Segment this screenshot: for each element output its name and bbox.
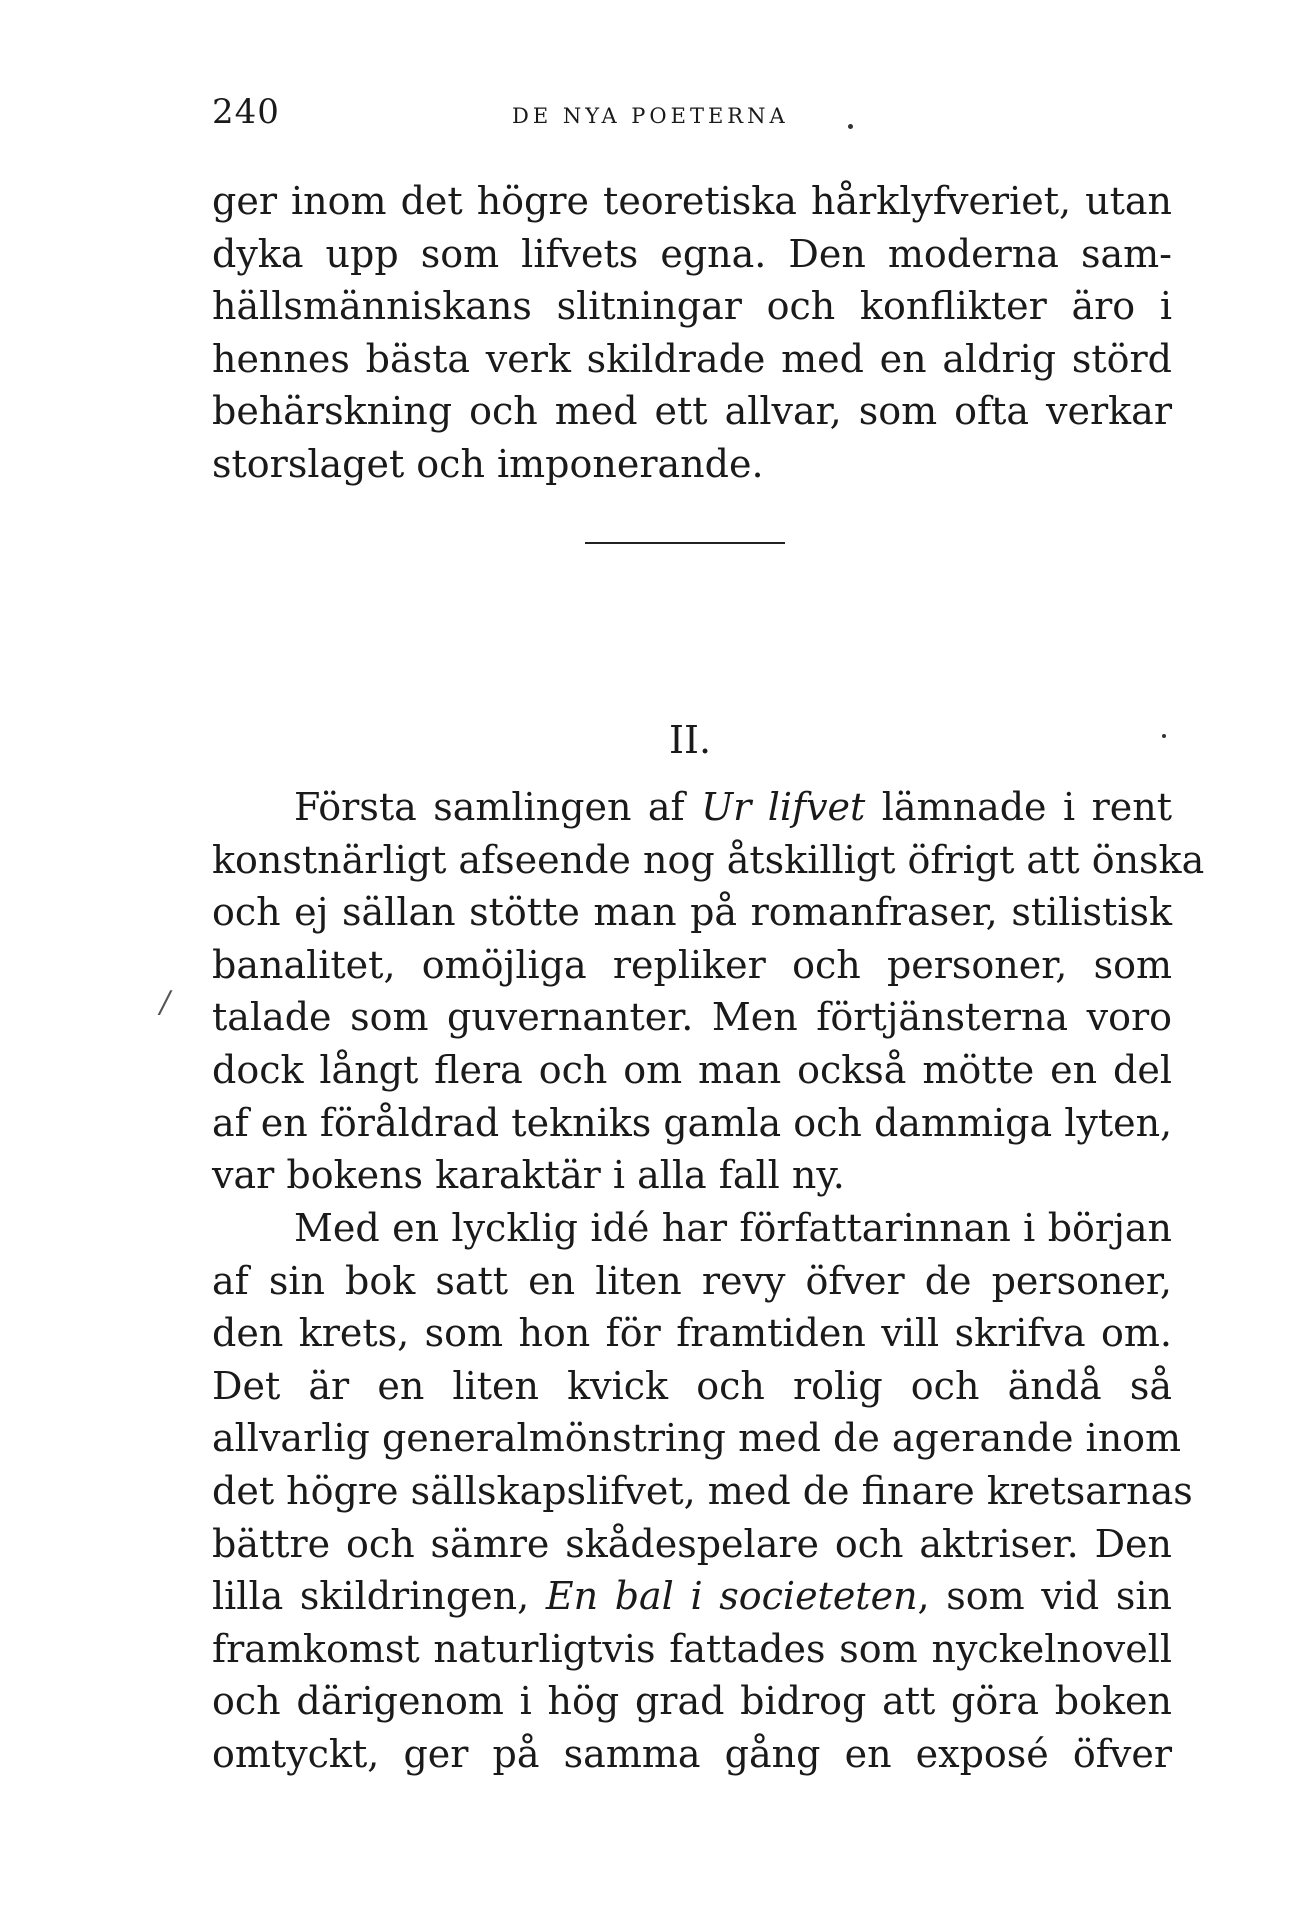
text-line: storslaget och imponerande.	[212, 441, 764, 486]
stray-ink-dot	[1162, 734, 1166, 738]
text-line: konstnärligt afseende nog åtskilligt öfrigt att önska	[212, 837, 1205, 882]
text-line: Med en lycklig idé har författarinnan i början	[294, 1206, 1172, 1250]
text-line: allvarlig generalmönstring med de agerande inom	[212, 1416, 1182, 1461]
story-title: En bal i societeten	[545, 1574, 918, 1619]
text-line: af sin bok satt en liten revy öfver de personer,	[212, 1258, 1172, 1303]
text-span: , som vid sin	[917, 1574, 1173, 1619]
text-line: och därigenom i hög grad bidrog att göra boken	[212, 1679, 1172, 1724]
paragraph-2	[212, 781, 1205, 1202]
text-line: dyka upp som lifvets egna. Den moderna sam-	[212, 231, 1172, 276]
text-line: bättre och sämre skådespelare och aktriser. Den	[212, 1521, 1172, 1566]
text-line: hällsmänniskans slitningar och konflikter äro i	[212, 284, 1172, 329]
running-head	[212, 92, 1172, 132]
text-line: hennes bästa verk skildrade med en aldrig störd	[212, 336, 1172, 381]
text-line: och ej sällan stötte man på romanfraser, stilistisk	[212, 890, 1172, 935]
text-line: af en föråldrad tekniks gamla och dammiga lyten,	[212, 1100, 1173, 1145]
text-line: framkomst naturligtvis fattades som nyckelnovell	[212, 1626, 1172, 1671]
text-line: dock långt flera och om man också mötte en del	[212, 1047, 1172, 1092]
margin-pencil-mark: /	[160, 985, 171, 1020]
section-number-text: II.	[668, 718, 712, 762]
text-line: var bokens karaktär i alla fall ny.	[212, 1153, 845, 1198]
text-line: den krets, som hon för framtiden vill skrifva om.	[212, 1311, 1172, 1356]
paragraph-3	[212, 1202, 1193, 1781]
text-span: lämnade i rent	[865, 785, 1172, 829]
text-line: ger inom det högre teoretiska hårklyfveriet, utan	[212, 179, 1172, 223]
running-title: DE NYA POETERNA	[512, 104, 789, 128]
text-line: behärskning och med ett allvar, som ofta verkar	[212, 389, 1172, 434]
text-line	[212, 781, 1172, 834]
text-line	[212, 1570, 1172, 1623]
page-number: 240	[212, 92, 280, 132]
text-line: talade som guvernanter. Men förtjänsterna voro	[212, 995, 1172, 1040]
text-line: det högre sällskapslifvet, med de finare kretsarnas	[212, 1468, 1193, 1513]
text-span: Första samlingen af	[294, 785, 702, 829]
text-line: Det är en liten kvick och rolig och ändå så	[212, 1363, 1172, 1408]
paragraph-1	[212, 175, 1172, 491]
text-line: banalitet, omöjliga repliker och personer, som	[212, 942, 1172, 987]
text-span: lilla skildringen,	[212, 1574, 546, 1619]
book-title: Ur lifvet	[701, 785, 866, 829]
stray-ink-dot	[848, 124, 853, 129]
section-number	[0, 718, 1300, 762]
section-divider-rule	[585, 542, 785, 544]
text-line: omtyckt, ger på samma gång en exposé öfver	[212, 1731, 1172, 1776]
